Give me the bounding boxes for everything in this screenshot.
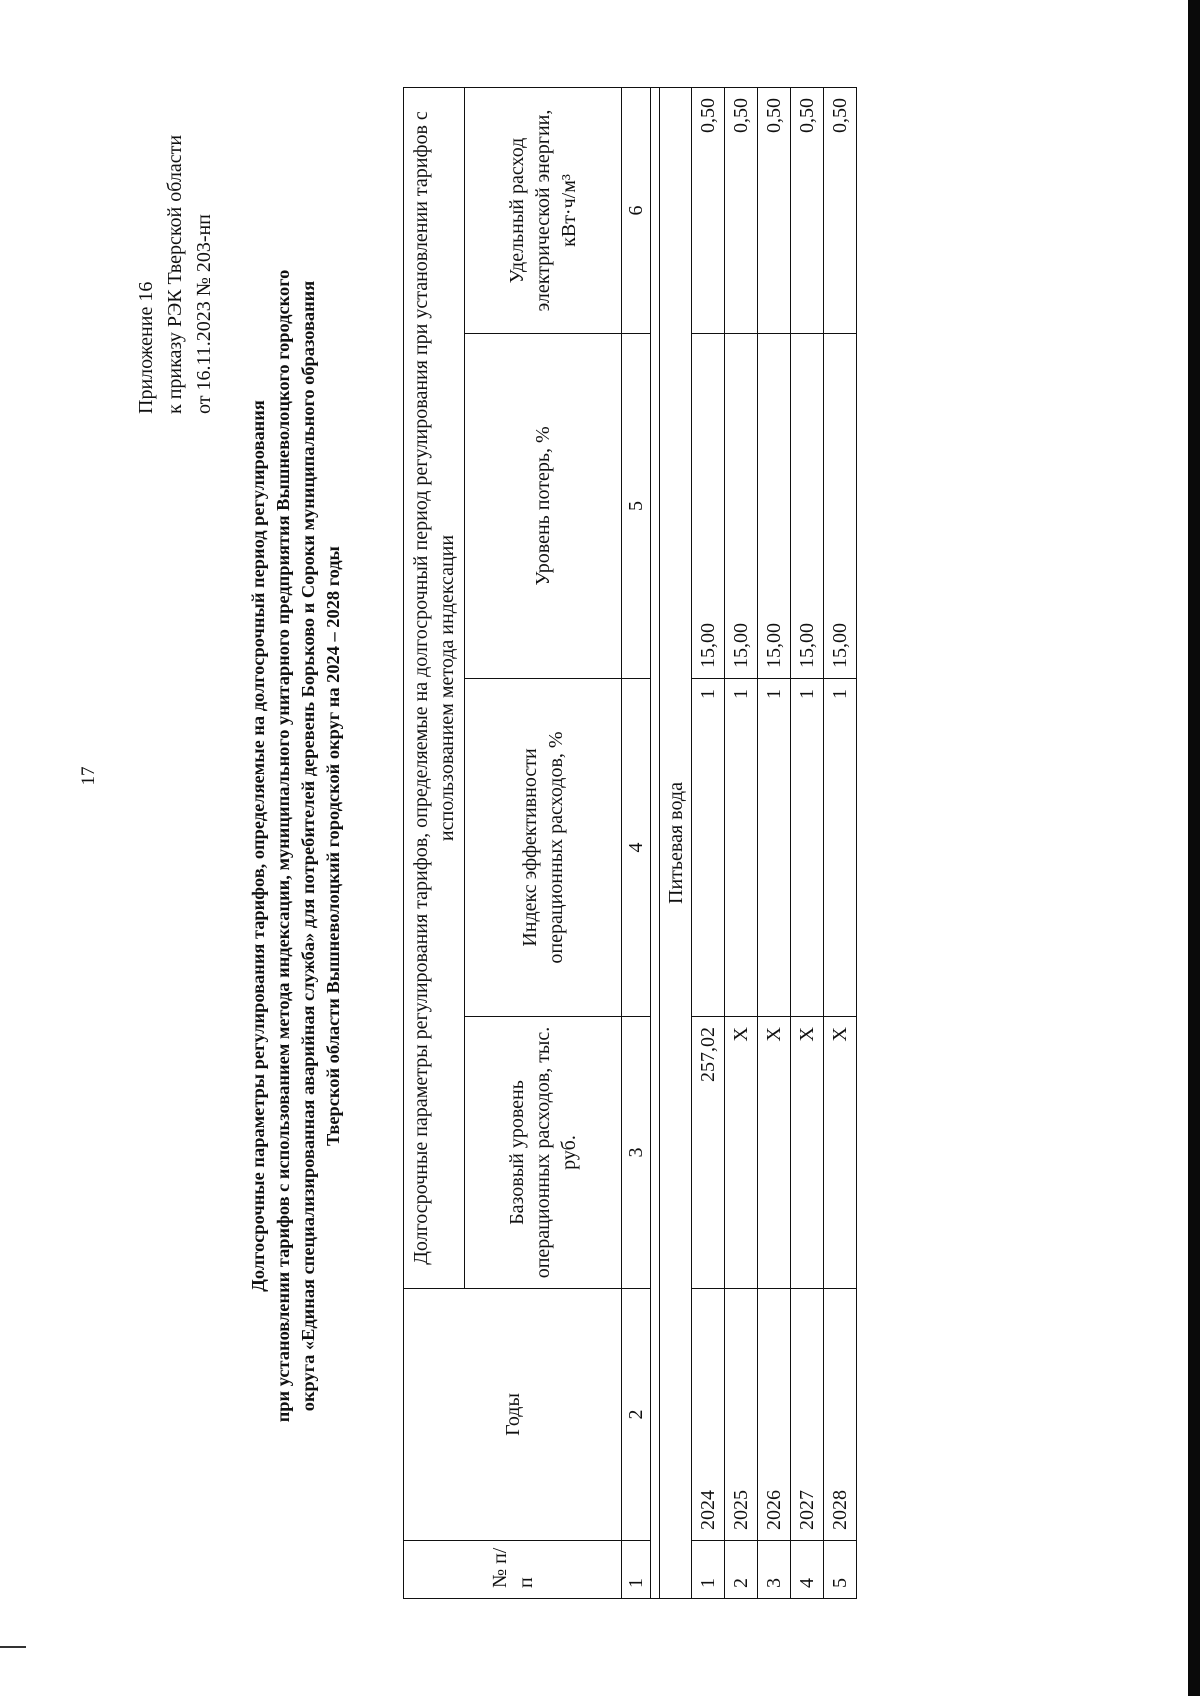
row-num: 1 [692, 1541, 725, 1599]
title-line-3: округа «Единая специализированная аварийная служба» для потребителей деревень Борьково и Сороки муниципального образования [298, 280, 318, 1412]
row-year: 2028 [824, 1289, 857, 1541]
row-base-opex: X [824, 1017, 857, 1289]
row-losses: 15,00 [758, 334, 791, 679]
appendix-block [132, 54, 219, 414]
header-row-1 [404, 87, 465, 1598]
header-group: Долгосрочные параметры регулирования тарифов, определяемые на долгосрочный период регулирования при установлении тарифов с использованием метода индексации [404, 87, 465, 1288]
column-number: 2 [622, 1289, 651, 1541]
row-efficiency-index: 1 [725, 679, 758, 1017]
row-num: 2 [725, 1541, 758, 1599]
row-losses: 15,00 [824, 334, 857, 679]
column-number-row [622, 87, 651, 1598]
title-line-4: Тверской области Вышневолоцкий городской округ на 2024 – 2028 годы [323, 546, 343, 1146]
row-year: 2026 [758, 1289, 791, 1541]
appendix-line-1: Приложение 16 [135, 281, 157, 414]
row-energy: 0,50 [725, 87, 758, 333]
section-title: Питьевая вода [660, 87, 692, 1598]
document-title [246, 136, 346, 1556]
row-energy: 0,50 [758, 87, 791, 333]
header-base-opex: Базовый уровень операционных расходов, тыс. руб. [465, 1017, 622, 1289]
parameters-table [403, 87, 857, 1599]
row-losses: 15,00 [725, 334, 758, 679]
section-row [660, 87, 692, 1598]
table-row [692, 87, 725, 1598]
header-num: № п/п [404, 1541, 622, 1599]
table-row [791, 87, 824, 1598]
column-number: 6 [622, 87, 651, 333]
title-line-1: Долгосрочные параметры регулирования тарифов, определяемые на долгосрочный период регулирования [248, 400, 268, 1292]
row-efficiency-index: 1 [692, 679, 725, 1017]
table-row [758, 87, 791, 1598]
row-efficiency-index: 1 [791, 679, 824, 1017]
column-number: 1 [622, 1541, 651, 1599]
row-losses: 15,00 [791, 334, 824, 679]
row-year: 2024 [692, 1289, 725, 1541]
page-number: 17 [78, 766, 99, 786]
row-efficiency-index: 1 [824, 679, 857, 1017]
row-base-opex: 257,02 [692, 1017, 725, 1289]
row-year: 2025 [725, 1289, 758, 1541]
header-energy: Удельный расход электрической энергии, кВт·ч/м³ [465, 87, 622, 333]
row-num: 3 [758, 1541, 791, 1599]
header-losses: Уровень потерь, % [465, 334, 622, 679]
row-num: 4 [791, 1541, 824, 1599]
row-energy: 0,50 [824, 87, 857, 333]
row-year: 2027 [791, 1289, 824, 1541]
column-number: 3 [622, 1017, 651, 1289]
table-row [725, 87, 758, 1598]
row-base-opex: X [725, 1017, 758, 1289]
appendix-line-3: от 16.11.2023 № 203-нп [193, 214, 215, 414]
column-number: 5 [622, 334, 651, 679]
row-base-opex: X [791, 1017, 824, 1289]
row-efficiency-index: 1 [758, 679, 791, 1017]
row-base-opex: X [758, 1017, 791, 1289]
header-efficiency-index: Индекс эффективности операционных расходов, % [465, 679, 622, 1017]
appendix-line-2: к приказу РЭК Тверской области [164, 134, 186, 414]
column-number: 4 [622, 679, 651, 1017]
row-energy: 0,50 [791, 87, 824, 333]
table-row [824, 87, 857, 1598]
spacer-row [651, 87, 660, 1598]
header-years: Годы [404, 1289, 622, 1541]
row-losses: 15,00 [692, 334, 725, 679]
title-line-2: при установлении тарифов с использованием метода индексации, муниципального унитарного предприятия Вышневолоцкого городского [273, 269, 293, 1423]
row-num: 5 [824, 1541, 857, 1599]
row-energy: 0,50 [692, 87, 725, 333]
